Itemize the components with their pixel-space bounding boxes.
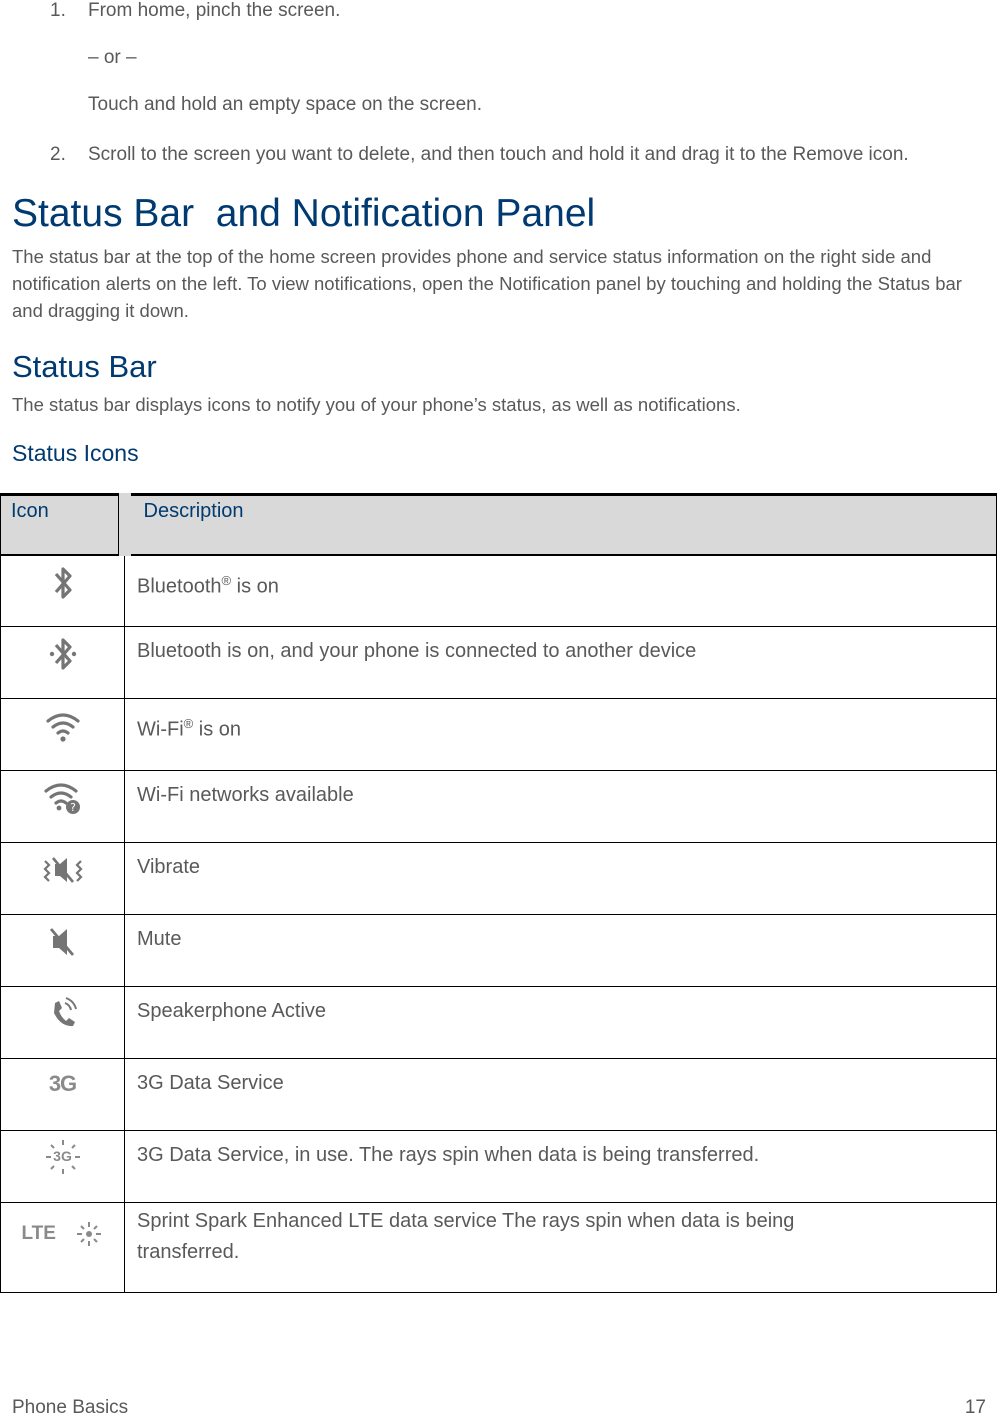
table-row [1, 1131, 997, 1203]
step-2-number: 2. [50, 144, 66, 165]
table-row [1, 771, 997, 843]
bluetooth-icon [48, 562, 78, 606]
table-row [1, 843, 997, 915]
table-title: Status Icons [12, 440, 139, 466]
table-row [1, 555, 997, 627]
step-1-text: From home, pinch the screen. [88, 0, 341, 21]
table-header-row [1, 495, 997, 555]
description-cell: Sprint Spark Enhanced LTE data service The rays spin when data is being transferred. [125, 1203, 997, 1293]
svg-text:?: ? [69, 801, 76, 814]
description-cell: Wi-Fi networks available [125, 771, 997, 843]
lte-spark-icon: LTE [21, 1219, 103, 1249]
step-2-text: Scroll to the screen you want to delete, and then touch and hold it and drag it to the Remove icon. [88, 144, 909, 165]
vibrate-icon [41, 849, 85, 893]
icon-cell [1, 1059, 125, 1131]
section-intro: The status bar at the top of the home screen provides phone and service status information on the right side and notification alerts on the left. To view notifications, open the Notification panel by touching and holding the Status bar and dragging it down. [12, 246, 962, 321]
wifi-icon [45, 705, 81, 749]
footer-page-number: 17 [964, 1397, 986, 1418]
header-description: Description [125, 495, 997, 555]
wifi-available-icon [43, 777, 83, 821]
3g-icon: 3G [48, 1071, 77, 1096]
icon-cell [1, 555, 125, 627]
icon-cell [1, 627, 125, 699]
footer-section-name: Phone Basics [12, 1397, 129, 1418]
icon-cell [1, 771, 125, 843]
table-row [1, 627, 997, 699]
icon-cell [1, 1131, 125, 1203]
step-or-text: – or – [88, 47, 137, 68]
table-row [1, 1203, 997, 1293]
table-row [1, 915, 997, 987]
table-row [1, 987, 997, 1059]
subsection-intro: The status bar displays icons to notify you of your phone’s status, as well as notifications. [12, 394, 741, 415]
status-icons-table [0, 493, 997, 1293]
description-cell: Mute [125, 915, 997, 987]
description-cell: Wi-Fi® is on [125, 699, 997, 771]
icon-cell [1, 699, 125, 771]
subsection-title: Status Bar [12, 349, 157, 384]
table-row [1, 1059, 997, 1131]
table-row [1, 699, 997, 771]
icon-cell [1, 915, 125, 987]
header-icon: Icon [1, 495, 125, 555]
icon-cell [1, 843, 125, 915]
description-cell: Vibrate [125, 843, 997, 915]
step-1-alt-text: Touch and hold an empty space on the screen. [88, 94, 482, 115]
description-cell: Speakerphone Active [125, 987, 997, 1059]
icon-cell [1, 1203, 125, 1293]
bluetooth-connected-icon [46, 633, 80, 677]
description-cell: 3G Data Service [125, 1059, 997, 1131]
description-cell: Bluetooth® is on [125, 555, 997, 627]
description-cell: 3G Data Service, in use. The rays spin when data is being transferred. [125, 1131, 997, 1203]
step-1-number: 1. [50, 0, 66, 21]
section-title: Status Bar and Notification Panel [12, 192, 596, 235]
icon-cell [1, 987, 125, 1059]
3g-in-use-icon: 3G [43, 1137, 83, 1177]
mute-icon [45, 921, 81, 965]
speakerphone-icon [45, 993, 81, 1037]
description-cell: Bluetooth is on, and your phone is connected to another device [125, 627, 997, 699]
